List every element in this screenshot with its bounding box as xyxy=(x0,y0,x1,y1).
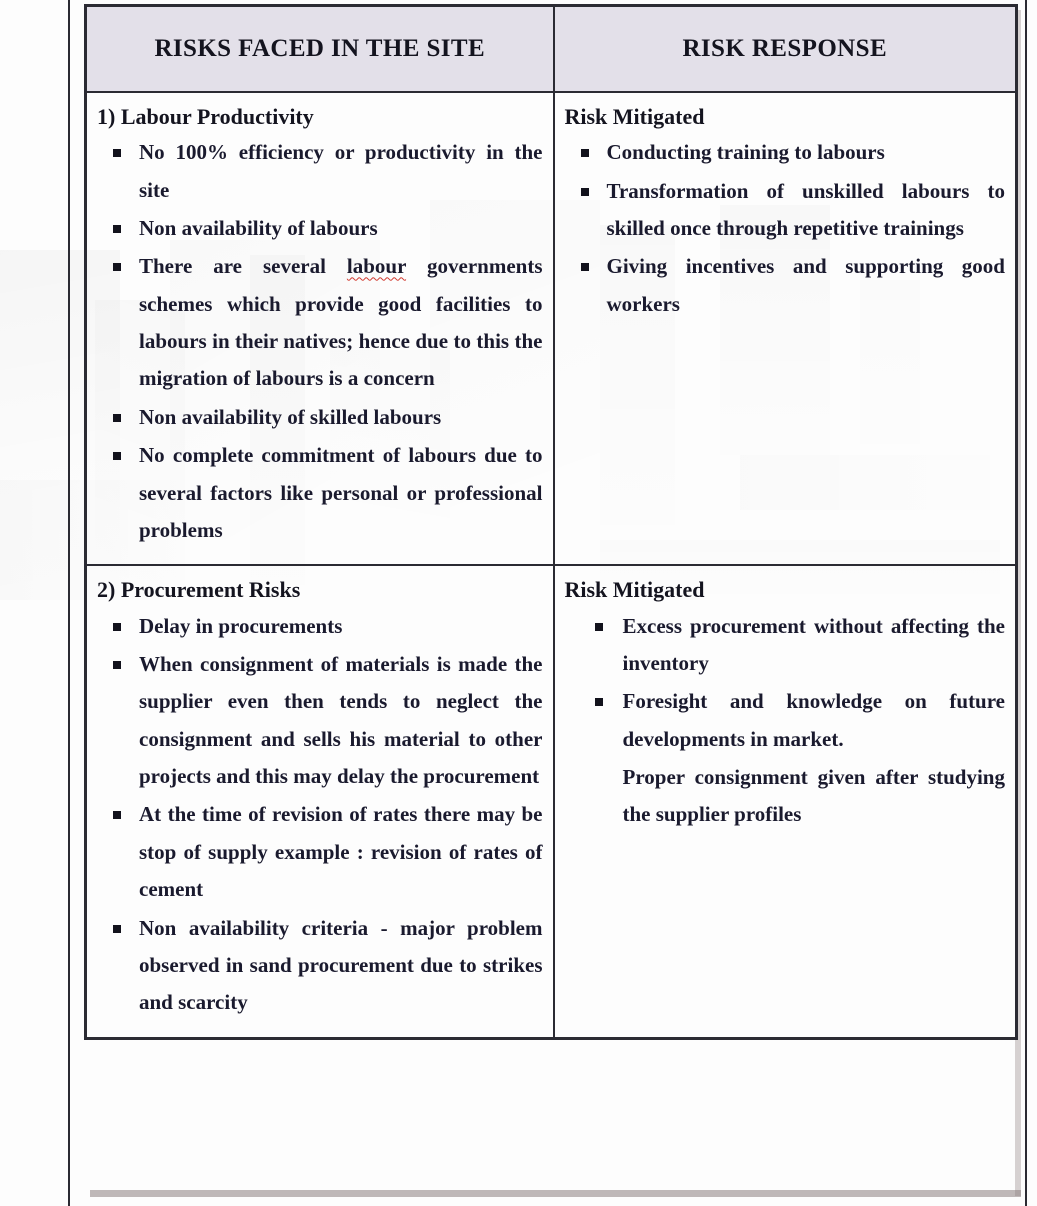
response-heading: Risk Mitigated xyxy=(564,104,705,129)
risk-cell xyxy=(86,565,554,1038)
list-item: Conducting training to labours xyxy=(565,134,1006,171)
table-row xyxy=(86,565,1017,1038)
response-cell xyxy=(554,92,1017,565)
risk-register-table xyxy=(84,4,1018,1040)
table-row xyxy=(86,92,1017,565)
column-header-risks: RISKS FACED IN THE SITE xyxy=(86,6,554,93)
risk-heading: 1) Labour Productivity xyxy=(97,104,314,129)
list-item: No complete commitment of labours due to several factors like personal or professional problems xyxy=(97,437,543,549)
list-item-continuation: Proper consignment given after studying the supplier profiles xyxy=(622,765,1005,827)
list-item: Excess procurement without affecting the inventory xyxy=(565,608,1006,683)
risk-heading: 2) Procurement Risks xyxy=(97,577,301,603)
table-header-row xyxy=(86,6,1017,93)
response-list xyxy=(565,608,1006,834)
list-item: No 100% efficiency or productivity in the site xyxy=(97,134,543,209)
list-item: Non availability criteria - major problem observed in sand procurement due to strikes and scarcity xyxy=(97,910,543,1022)
list-item: Delay in procurements xyxy=(97,608,543,645)
response-list xyxy=(565,134,1006,323)
list-item: When consignment of materials is made the supplier even then tends to neglect the consignment and sells his material to other projects and this may delay the procurement xyxy=(97,646,543,796)
list-item: Giving incentives and supporting good workers xyxy=(565,248,1006,323)
list-item: Non availability of skilled labours xyxy=(97,399,543,436)
spellcheck-word: labour xyxy=(346,254,407,279)
response-heading: Risk Mitigated xyxy=(564,577,705,603)
list-item: Non availability of labours xyxy=(97,210,543,247)
column-header-response: RISK RESPONSE xyxy=(554,6,1017,93)
list-item: Foresight and knowledge on future developments in market. xyxy=(565,683,1006,758)
risk-cell xyxy=(86,92,554,565)
list-item: At the time of revision of rates there may be stop of supply example : revision of rates of cement xyxy=(97,796,543,908)
risk-list xyxy=(97,134,543,549)
table-header xyxy=(86,6,1017,93)
list-item: Transformation of unskilled labours to skilled once through repetitive trainings xyxy=(565,173,1006,248)
response-cell xyxy=(554,565,1017,1038)
table-body xyxy=(86,92,1017,1038)
risk-list xyxy=(97,608,543,1022)
page-border-right xyxy=(1025,0,1027,1206)
page-border-left xyxy=(68,0,70,1206)
table-drop-shadow-bottom xyxy=(90,1190,1021,1197)
list-item-with-spellcheck: There are several labour governments schemes which provide good facilities to labours in their natives; hence due to this the migration of labours is a concern xyxy=(97,248,543,398)
